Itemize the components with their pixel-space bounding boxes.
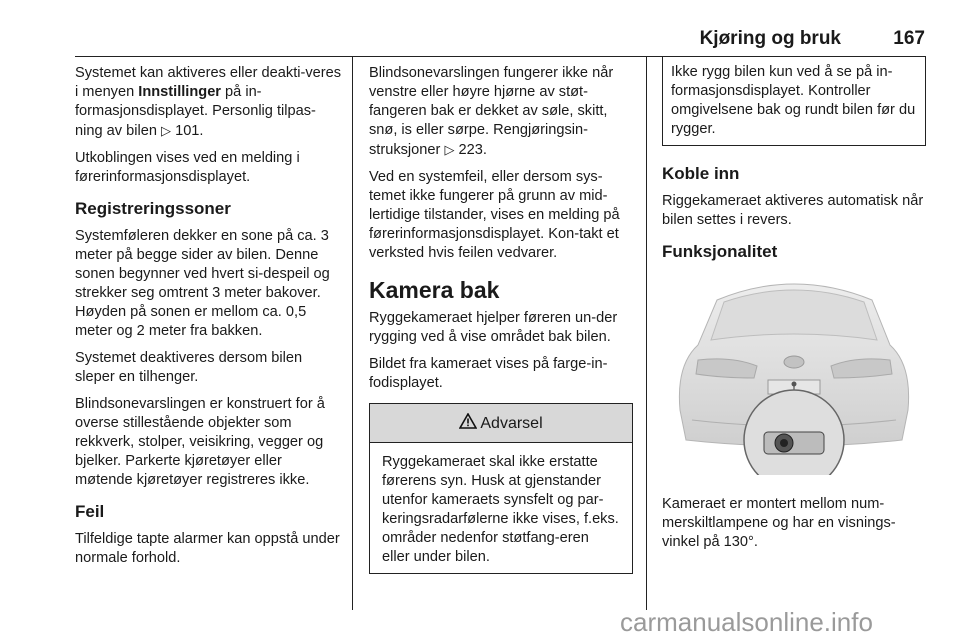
page-reference-link[interactable]: 223.: [458, 142, 487, 158]
page-reference-arrow-icon: ▷: [444, 142, 455, 157]
paragraph: Utkoblingen vises ved en melding i førerinformasjonsdisplayet.: [75, 150, 300, 185]
column-divider: [646, 56, 647, 610]
paragraph: Kameraet er montert mellom num-merskiltlampene og har en visnings-vinkel på 130°.: [662, 496, 896, 550]
menu-name: Innstillinger: [138, 84, 221, 100]
section-title: Kjøring og bruk: [699, 28, 841, 49]
warning-box: [369, 403, 633, 574]
paragraph: Tilfeldige tapte alarmer kan oppstå under normale forhold.: [75, 531, 340, 566]
column-2: [369, 64, 633, 574]
paragraph: Bildet fra kameraet vises på farge-in-fodisplayet.: [369, 356, 608, 391]
paragraph: Riggekameraet aktiveres automatisk når bilen settes i revers.: [662, 193, 924, 228]
warning-text: Ryggekameraet skal ikke erstatte førerens syn. Husk at gjenstander utenfor kameraets synsfelt og par-keringsradarfølerne ikke vises, f.eks. områder nedenfor støtfang-eren eller under bilen.: [382, 454, 619, 565]
car-rear-camera-illustration: [662, 270, 926, 481]
column-3: [662, 64, 926, 560]
notice-box: Ikke rygg bilen kun ved å se på in-formasjonsdisplayet. Kontroller omgivelsene bak og rundt bilen før du rygger.: [662, 56, 926, 146]
column-divider: [352, 56, 353, 610]
paragraph: Systemet kan aktiveres eller deakti-veres i menyen Innstillinger på in-formasjonsdisplayet. Personlig tilpas-ning av bilen ▷ 101.: [75, 65, 342, 139]
page-header: [75, 0, 925, 57]
paragraph: Blindsonevarslingen er konstruert for å overse stillestående objekter som rekkverk, stolper, veisikring, vegger og bjelker. Parkerte kjøretøyer eller møtende kjøretøyer registreres ikke.: [75, 396, 325, 488]
page-number: 167: [893, 28, 925, 49]
heading-registreringssoner: Registreringssoner: [75, 199, 231, 218]
paragraph: Ved en systemfeil, eller dersom sys-temet ikke fungerer på grunn av mid-lertidige tilstander, vises en melding på førerinformasjonsdisplayet. Kon-takt et verksted hvis feilen vedvarer.: [369, 169, 620, 261]
warning-title: Advarsel: [480, 414, 543, 432]
paragraph: Systemføleren dekker en sone på ca. 3 meter på begge sider av bilen. Denne sonen begynner ved hvert si-despeil og strekker seg omtrent 3 meter bakover. Høyden på sonen er mellom ca. 0,5 meter og 2 meter fra bakken.: [75, 228, 330, 339]
page-reference-link[interactable]: 101.: [175, 123, 204, 139]
heading-feil: Feil: [75, 502, 105, 521]
warning-triangle-icon: [459, 413, 477, 434]
page-reference-arrow-icon: ▷: [161, 123, 172, 138]
heading-kamera-bak: Kamera bak: [369, 277, 500, 303]
watermark: carmanualsonline.info: [620, 607, 873, 637]
paragraph: Ryggekameraet hjelper føreren un-der rygging ved å vise området bak bilen.: [369, 310, 618, 345]
paragraph: Blindsonevarslingen fungerer ikke når venstre eller høyre hjørne av støt-fangeren bak er dekket av søle, skitt, snø, is eller sørpe. Rengjøringsin-struksjoner ▷ 223.: [369, 65, 614, 158]
warning-header: [370, 404, 632, 443]
column-1: [75, 64, 343, 576]
heading-funksjonalitet: Funksjonalitet: [662, 242, 778, 261]
heading-koble-inn: Koble inn: [662, 164, 740, 183]
paragraph: Systemet deaktiveres dersom bilen sleper en tilhenger.: [75, 350, 303, 385]
